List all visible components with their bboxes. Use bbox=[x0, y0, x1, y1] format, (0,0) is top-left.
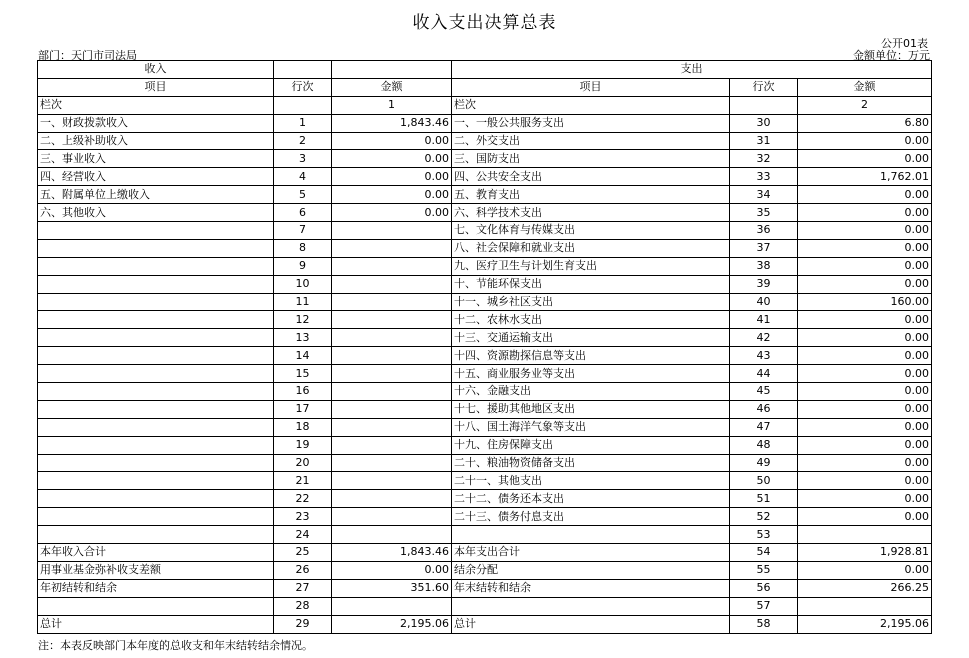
income-item-cell bbox=[38, 239, 274, 257]
expense-amount-cell: 0.00 bbox=[798, 329, 932, 347]
expense-line-no-cell: 39 bbox=[730, 275, 798, 293]
column-index-label: 栏次 bbox=[452, 96, 730, 114]
income-line-no-cell: 18 bbox=[274, 418, 332, 436]
income-item-cell: 本年收入合计 bbox=[38, 544, 274, 562]
income-expense-table bbox=[37, 60, 932, 634]
expense-amount-cell: 6.80 bbox=[798, 114, 932, 132]
expense-item-cell: 二十三、债务付息支出 bbox=[452, 508, 730, 526]
table-row bbox=[38, 257, 932, 275]
income-amount-cell: 1,843.46 bbox=[332, 544, 452, 562]
expense-amount-cell: 0.00 bbox=[798, 418, 932, 436]
income-item-cell bbox=[38, 293, 274, 311]
income-line-no-cell: 16 bbox=[274, 383, 332, 401]
expense-line-no-cell: 55 bbox=[730, 561, 798, 579]
table-row bbox=[38, 186, 932, 204]
column-index-row bbox=[38, 96, 932, 114]
income-line-no-cell: 4 bbox=[274, 168, 332, 186]
income-item-cell bbox=[38, 526, 274, 544]
table-row bbox=[38, 490, 932, 508]
income-header: 收入 bbox=[38, 61, 274, 79]
income-line-no-cell: 9 bbox=[274, 257, 332, 275]
income-amount-cell: 351.60 bbox=[332, 579, 452, 597]
expense-line-no-cell: 50 bbox=[730, 472, 798, 490]
expense-item-cell: 二十、粮油物资储备支出 bbox=[452, 454, 730, 472]
income-amount-cell bbox=[332, 239, 452, 257]
expense-amount-cell: 0.00 bbox=[798, 383, 932, 401]
income-amount-cell bbox=[332, 257, 452, 275]
table-row bbox=[38, 383, 932, 401]
expense-item-cell: 结余分配 bbox=[452, 561, 730, 579]
expense-amount-cell: 0.00 bbox=[798, 311, 932, 329]
income-line-no-cell: 17 bbox=[274, 400, 332, 418]
expense-item-cell: 八、社会保障和就业支出 bbox=[452, 239, 730, 257]
expense-amount-cell: 0.00 bbox=[798, 186, 932, 204]
expense-item-cell: 十八、国土海洋气象等支出 bbox=[452, 418, 730, 436]
expense-amount-cell: 0.00 bbox=[798, 490, 932, 508]
income-amount-cell: 2,195.06 bbox=[332, 615, 452, 633]
income-amount-cell: 0.00 bbox=[332, 186, 452, 204]
expense-item-cell: 十七、援助其他地区支出 bbox=[452, 400, 730, 418]
expense-line-no-cell: 58 bbox=[730, 615, 798, 633]
expense-amount-cell: 0.00 bbox=[798, 239, 932, 257]
header-blank bbox=[274, 61, 332, 79]
expense-line-no-cell: 41 bbox=[730, 311, 798, 329]
income-item-cell bbox=[38, 454, 274, 472]
expense-item-cell: 七、文化体育与传媒支出 bbox=[452, 222, 730, 240]
expense-item-cell: 十三、交通运输支出 bbox=[452, 329, 730, 347]
expense-amount-cell bbox=[798, 597, 932, 615]
income-item-header: 项目 bbox=[38, 78, 274, 96]
expense-item-cell: 二十一、其他支出 bbox=[452, 472, 730, 490]
table-row bbox=[38, 597, 932, 615]
table-row bbox=[38, 418, 932, 436]
income-item-cell bbox=[38, 400, 274, 418]
table-row bbox=[38, 168, 932, 186]
income-line-no-cell: 24 bbox=[274, 526, 332, 544]
income-item-cell: 六、其他收入 bbox=[38, 204, 274, 222]
income-line-no-cell: 22 bbox=[274, 490, 332, 508]
income-line-no-cell: 26 bbox=[274, 561, 332, 579]
income-amount-cell bbox=[332, 454, 452, 472]
expense-line-no-cell: 36 bbox=[730, 222, 798, 240]
income-item-cell bbox=[38, 275, 274, 293]
income-line-no-cell: 28 bbox=[274, 597, 332, 615]
expense-line-no-cell: 46 bbox=[730, 400, 798, 418]
expense-item-cell: 四、公共安全支出 bbox=[452, 168, 730, 186]
income-item-cell bbox=[38, 365, 274, 383]
footnote: 注：本表反映部门本年度的总收支和年末结转结余情况。 bbox=[38, 639, 313, 652]
expense-item-cell: 十六、金融支出 bbox=[452, 383, 730, 401]
header-row-group bbox=[38, 61, 932, 79]
income-item-cell bbox=[38, 508, 274, 526]
expense-line-no-cell: 56 bbox=[730, 579, 798, 597]
expense-line-no-cell: 37 bbox=[730, 239, 798, 257]
income-item-cell bbox=[38, 490, 274, 508]
income-line-no-cell: 20 bbox=[274, 454, 332, 472]
income-amount-cell bbox=[332, 508, 452, 526]
income-line-no-cell: 23 bbox=[274, 508, 332, 526]
expense-line-no-cell: 44 bbox=[730, 365, 798, 383]
income-line-no-cell: 11 bbox=[274, 293, 332, 311]
expense-line-no-cell: 34 bbox=[730, 186, 798, 204]
income-amount-cell: 0.00 bbox=[332, 150, 452, 168]
expense-line-no-cell: 40 bbox=[730, 293, 798, 311]
expense-amount-cell: 0.00 bbox=[798, 436, 932, 454]
income-line-no-cell: 15 bbox=[274, 365, 332, 383]
income-amount-cell: 0.00 bbox=[332, 168, 452, 186]
income-line-no-cell: 12 bbox=[274, 311, 332, 329]
table-row bbox=[38, 311, 932, 329]
expense-item-cell: 六、科学技术支出 bbox=[452, 204, 730, 222]
income-line-no-cell: 29 bbox=[274, 615, 332, 633]
expense-amount-cell: 0.00 bbox=[798, 204, 932, 222]
table-row bbox=[38, 132, 932, 150]
expense-amount-cell: 160.00 bbox=[798, 293, 932, 311]
income-amount-cell: 0.00 bbox=[332, 561, 452, 579]
expense-amount-cell: 0.00 bbox=[798, 222, 932, 240]
column-index-2: 2 bbox=[798, 96, 932, 114]
income-item-cell: 四、经营收入 bbox=[38, 168, 274, 186]
expense-item-cell: 本年支出合计 bbox=[452, 544, 730, 562]
amount-unit-label: 金额单位：万元 bbox=[853, 49, 930, 62]
table-body bbox=[38, 114, 932, 633]
table-row bbox=[38, 615, 932, 633]
expense-line-no-cell: 30 bbox=[730, 114, 798, 132]
expense-amount-cell: 0.00 bbox=[798, 257, 932, 275]
expense-item-cell bbox=[452, 597, 730, 615]
income-amount-cell bbox=[332, 275, 452, 293]
expense-amount-cell: 0.00 bbox=[798, 132, 932, 150]
income-line-no-cell: 13 bbox=[274, 329, 332, 347]
income-line-no-cell: 21 bbox=[274, 472, 332, 490]
income-amount-cell: 0.00 bbox=[332, 204, 452, 222]
table-row bbox=[38, 526, 932, 544]
expense-amount-cell: 0.00 bbox=[798, 150, 932, 168]
income-amount-header: 金额 bbox=[332, 78, 452, 96]
income-line-no-cell: 25 bbox=[274, 544, 332, 562]
table-row bbox=[38, 150, 932, 168]
income-amount-cell bbox=[332, 293, 452, 311]
income-item-cell bbox=[38, 436, 274, 454]
income-item-cell: 三、事业收入 bbox=[38, 150, 274, 168]
income-item-cell bbox=[38, 597, 274, 615]
expense-item-cell: 二、外交支出 bbox=[452, 132, 730, 150]
income-line-no-cell: 7 bbox=[274, 222, 332, 240]
income-amount-cell bbox=[332, 526, 452, 544]
income-item-cell bbox=[38, 472, 274, 490]
income-item-cell bbox=[38, 383, 274, 401]
expense-item-cell: 十、节能环保支出 bbox=[452, 275, 730, 293]
expense-amount-header: 金额 bbox=[798, 78, 932, 96]
table-row bbox=[38, 579, 932, 597]
expense-line-no-cell: 53 bbox=[730, 526, 798, 544]
expense-amount-cell: 2,195.06 bbox=[798, 615, 932, 633]
expense-amount-cell: 266.25 bbox=[798, 579, 932, 597]
table-row bbox=[38, 508, 932, 526]
expense-item-cell: 年末结转和结余 bbox=[452, 579, 730, 597]
column-index-blank bbox=[274, 96, 332, 114]
table-row bbox=[38, 222, 932, 240]
income-item-cell bbox=[38, 257, 274, 275]
expense-amount-cell: 0.00 bbox=[798, 472, 932, 490]
table-row bbox=[38, 472, 932, 490]
income-line-no-cell: 14 bbox=[274, 347, 332, 365]
expense-amount-cell: 1,762.01 bbox=[798, 168, 932, 186]
table-row bbox=[38, 561, 932, 579]
income-item-cell bbox=[38, 329, 274, 347]
income-amount-cell bbox=[332, 365, 452, 383]
income-item-cell: 一、财政拨款收入 bbox=[38, 114, 274, 132]
column-index-1: 1 bbox=[332, 96, 452, 114]
expense-line-no-cell: 47 bbox=[730, 418, 798, 436]
expense-item-cell: 五、教育支出 bbox=[452, 186, 730, 204]
header-blank bbox=[332, 61, 452, 79]
income-item-cell bbox=[38, 347, 274, 365]
expense-amount-cell: 1,928.81 bbox=[798, 544, 932, 562]
table-row bbox=[38, 114, 932, 132]
expense-item-cell: 十二、农林水支出 bbox=[452, 311, 730, 329]
expense-line-no-cell: 38 bbox=[730, 257, 798, 275]
column-index-label: 栏次 bbox=[38, 96, 274, 114]
table-row bbox=[38, 293, 932, 311]
expense-item-cell: 十四、资源勘探信息等支出 bbox=[452, 347, 730, 365]
income-amount-cell bbox=[332, 311, 452, 329]
table-row bbox=[38, 365, 932, 383]
expense-line-no-cell: 42 bbox=[730, 329, 798, 347]
table-row bbox=[38, 347, 932, 365]
expense-item-cell: 三、国防支出 bbox=[452, 150, 730, 168]
expense-amount-cell bbox=[798, 526, 932, 544]
income-line-no-cell: 19 bbox=[274, 436, 332, 454]
income-line-no-cell: 2 bbox=[274, 132, 332, 150]
income-item-cell: 二、上级补助收入 bbox=[38, 132, 274, 150]
income-line-header: 行次 bbox=[274, 78, 332, 96]
income-item-cell bbox=[38, 311, 274, 329]
expense-item-cell: 二十二、债务还本支出 bbox=[452, 490, 730, 508]
expense-amount-cell: 0.00 bbox=[798, 454, 932, 472]
income-line-no-cell: 27 bbox=[274, 579, 332, 597]
income-amount-cell bbox=[332, 329, 452, 347]
income-amount-cell bbox=[332, 597, 452, 615]
table-row bbox=[38, 436, 932, 454]
expense-item-cell: 十五、商业服务业等支出 bbox=[452, 365, 730, 383]
column-index-blank bbox=[730, 96, 798, 114]
expense-amount-cell: 0.00 bbox=[798, 365, 932, 383]
expense-item-cell: 一、一般公共服务支出 bbox=[452, 114, 730, 132]
expense-item-cell: 十一、城乡社区支出 bbox=[452, 293, 730, 311]
header-row-columns bbox=[38, 78, 932, 96]
table-row bbox=[38, 400, 932, 418]
income-item-cell: 总计 bbox=[38, 615, 274, 633]
table-row bbox=[38, 275, 932, 293]
income-amount-cell bbox=[332, 490, 452, 508]
income-item-cell bbox=[38, 418, 274, 436]
income-line-no-cell: 1 bbox=[274, 114, 332, 132]
expense-line-no-cell: 57 bbox=[730, 597, 798, 615]
expense-item-cell: 总计 bbox=[452, 615, 730, 633]
table-row bbox=[38, 454, 932, 472]
expense-amount-cell: 0.00 bbox=[798, 561, 932, 579]
table-row bbox=[38, 204, 932, 222]
expense-item-cell: 九、医疗卫生与计划生育支出 bbox=[452, 257, 730, 275]
income-line-no-cell: 5 bbox=[274, 186, 332, 204]
income-amount-cell bbox=[332, 418, 452, 436]
expense-item-cell: 十九、住房保障支出 bbox=[452, 436, 730, 454]
income-amount-cell bbox=[332, 383, 452, 401]
income-amount-cell bbox=[332, 400, 452, 418]
income-line-no-cell: 3 bbox=[274, 150, 332, 168]
table-row bbox=[38, 239, 932, 257]
expense-line-no-cell: 32 bbox=[730, 150, 798, 168]
income-amount-cell: 0.00 bbox=[332, 132, 452, 150]
income-item-cell: 五、附属单位上缴收入 bbox=[38, 186, 274, 204]
income-amount-cell bbox=[332, 347, 452, 365]
expense-line-no-cell: 45 bbox=[730, 383, 798, 401]
expense-line-no-cell: 35 bbox=[730, 204, 798, 222]
expense-amount-cell: 0.00 bbox=[798, 275, 932, 293]
expense-line-no-cell: 54 bbox=[730, 544, 798, 562]
expense-amount-cell: 0.00 bbox=[798, 508, 932, 526]
expense-line-no-cell: 49 bbox=[730, 454, 798, 472]
income-amount-cell bbox=[332, 436, 452, 454]
expense-amount-cell: 0.00 bbox=[798, 400, 932, 418]
expense-header: 支出 bbox=[452, 61, 932, 79]
page-title: 收入支出决算总表 bbox=[412, 13, 557, 33]
expense-item-cell bbox=[452, 526, 730, 544]
expense-line-header: 行次 bbox=[730, 78, 798, 96]
income-line-no-cell: 6 bbox=[274, 204, 332, 222]
income-line-no-cell: 8 bbox=[274, 239, 332, 257]
expense-line-no-cell: 43 bbox=[730, 347, 798, 365]
income-item-cell: 用事业基金弥补收支差额 bbox=[38, 561, 274, 579]
table-row bbox=[38, 329, 932, 347]
income-item-cell: 年初结转和结余 bbox=[38, 579, 274, 597]
income-amount-cell: 1,843.46 bbox=[332, 114, 452, 132]
expense-line-no-cell: 31 bbox=[730, 132, 798, 150]
income-item-cell bbox=[38, 222, 274, 240]
expense-line-no-cell: 48 bbox=[730, 436, 798, 454]
expense-amount-cell: 0.00 bbox=[798, 347, 932, 365]
expense-line-no-cell: 33 bbox=[730, 168, 798, 186]
department-label: 部门：天门市司法局 bbox=[38, 49, 137, 62]
form-code: 公开01表 bbox=[881, 37, 928, 50]
income-line-no-cell: 10 bbox=[274, 275, 332, 293]
table-row bbox=[38, 544, 932, 562]
expense-line-no-cell: 51 bbox=[730, 490, 798, 508]
income-amount-cell bbox=[332, 472, 452, 490]
expense-line-no-cell: 52 bbox=[730, 508, 798, 526]
income-amount-cell bbox=[332, 222, 452, 240]
expense-item-header: 项目 bbox=[452, 78, 730, 96]
